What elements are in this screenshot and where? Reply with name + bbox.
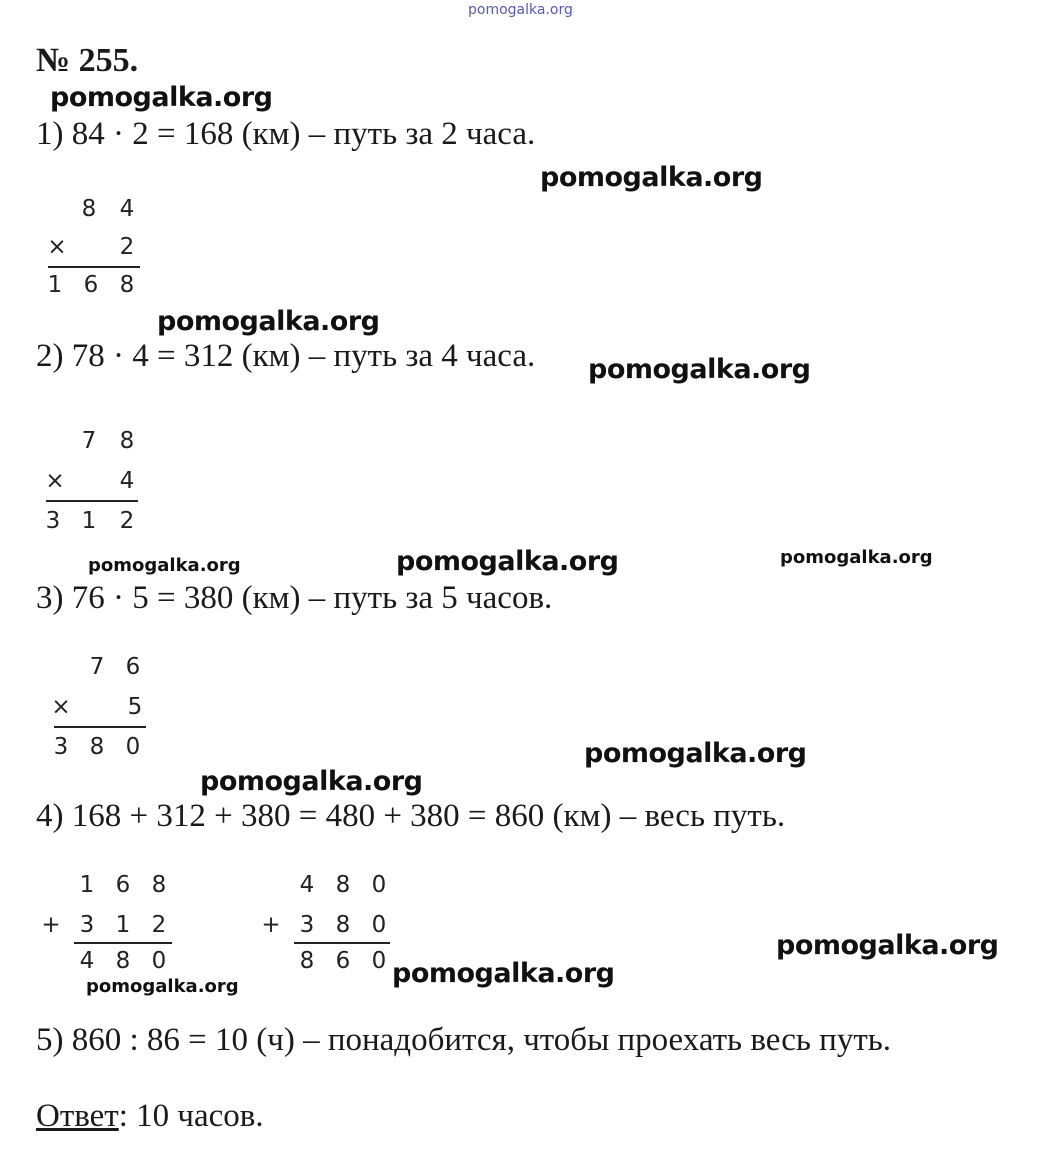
digit: 8	[119, 428, 135, 454]
digit: 5	[127, 694, 143, 720]
watermark: pomogalka.org	[392, 958, 615, 989]
watermark: pomogalka.org	[157, 306, 380, 337]
digit: 0	[151, 948, 167, 974]
digit: 7	[89, 654, 105, 680]
watermark: pomogalka.org	[88, 555, 241, 576]
digit: 4	[119, 468, 135, 494]
digit: 1	[115, 912, 131, 938]
digit: 0	[371, 912, 387, 938]
answer	[36, 1098, 264, 1135]
digit: 7	[81, 428, 97, 454]
column-addition-1	[36, 872, 186, 982]
digit: 6	[83, 272, 99, 298]
digit: 8	[299, 948, 315, 974]
step-1: 1) 84 · 2 = 168 (км) – путь за 2 часа.	[36, 116, 536, 152]
digit: 1	[81, 508, 97, 534]
watermark: pomogalka.org	[200, 766, 423, 797]
column-multiplication-3	[46, 654, 156, 764]
digit: 8	[335, 872, 351, 898]
result-line	[74, 942, 172, 944]
digit: 2	[119, 508, 135, 534]
watermark: pomogalka.org	[50, 82, 273, 113]
digit: 8	[81, 196, 97, 222]
answer-separator: :	[118, 1098, 128, 1134]
column-multiplication-2	[38, 428, 148, 538]
answer-value: 10 часов.	[127, 1098, 264, 1134]
step-4: 4) 168 + 312 + 380 = 480 + 380 = 860 (км) – весь путь.	[36, 798, 786, 834]
digit: 2	[151, 912, 167, 938]
plus-sign: +	[41, 912, 61, 938]
digit: 1	[79, 872, 95, 898]
problem-title: № 255.	[36, 42, 139, 79]
plus-sign: +	[261, 912, 281, 938]
digit: 4	[299, 872, 315, 898]
answer-label: Ответ	[36, 1098, 119, 1134]
watermark-top: pomogalka.org	[468, 2, 573, 18]
step-2: 2) 78 · 4 = 312 (км) – путь за 4 часа.	[36, 338, 536, 374]
digit: 8	[151, 872, 167, 898]
digit: 2	[119, 234, 135, 260]
digit: 0	[371, 948, 387, 974]
digit: 3	[45, 508, 61, 534]
digit: 8	[119, 272, 135, 298]
digit: 6	[125, 654, 141, 680]
watermark: pomogalka.org	[776, 930, 999, 961]
multiply-sign: ×	[47, 234, 67, 260]
result-line	[48, 266, 140, 268]
digit: 6	[335, 948, 351, 974]
digit: 1	[47, 272, 63, 298]
watermark: pomogalka.org	[86, 976, 239, 997]
watermark: pomogalka.org	[584, 738, 807, 769]
digit: 0	[371, 872, 387, 898]
step-5: 5) 860 : 86 = 10 (ч) – понадобится, чтобы проехать весь путь.	[36, 1022, 892, 1058]
digit: 8	[89, 734, 105, 760]
watermark: pomogalka.org	[396, 546, 619, 577]
digit: 8	[115, 948, 131, 974]
step-3: 3) 76 · 5 = 380 (км) – путь за 5 часов.	[36, 580, 553, 616]
result-line	[46, 500, 138, 502]
result-line	[54, 726, 146, 728]
multiply-sign: ×	[45, 468, 65, 494]
watermark: pomogalka.org	[540, 162, 763, 193]
digit: 3	[79, 912, 95, 938]
multiply-sign: ×	[51, 694, 71, 720]
digit: 8	[335, 912, 351, 938]
result-line	[294, 942, 390, 944]
watermark: pomogalka.org	[780, 547, 933, 568]
column-multiplication-1	[38, 196, 148, 306]
digit: 0	[125, 734, 141, 760]
digit: 3	[299, 912, 315, 938]
digit: 4	[79, 948, 95, 974]
digit: 6	[115, 872, 131, 898]
digit: 4	[119, 196, 135, 222]
digit: 3	[53, 734, 69, 760]
watermark: pomogalka.org	[588, 354, 811, 385]
column-addition-2	[256, 872, 406, 982]
